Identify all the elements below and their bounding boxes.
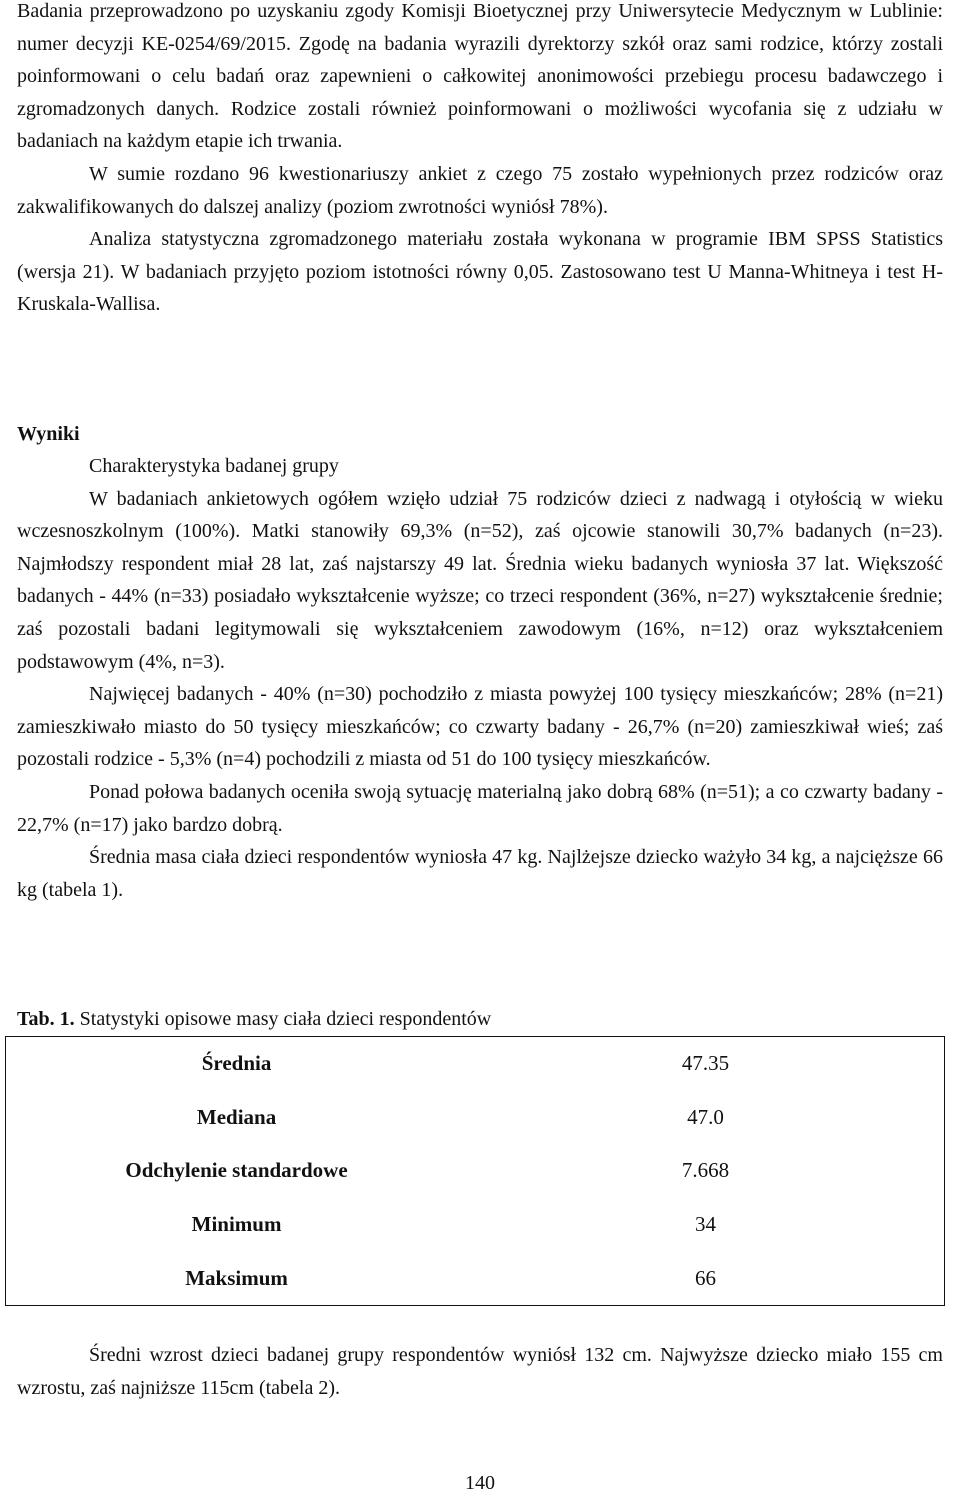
methods-section — [17, 0, 943, 321]
results-subheading: Charakterystyka badanej grupy — [89, 455, 339, 477]
results-paragraph-demographics: W badaniach ankietowych ogółem wzięło udział 75 rodziców dzieci z nadwagą i otyłością w wieku wczesnoszkolnym (100%). Matki stanowiły 69,3% (n=52), zaś ojcowie stanowili 30,7% badanych (n=23). Najmłodszy respondent miał 28 lat, zaś najstarszy 49 lat. Średnia wieku badanych wyniosła 37 lat. Większość badanych - 44% (n=33) posiadało wykształcenie wyższe; co trzeci respondent (36%, n=27) wykształcenie średnie; zaś pozostali badani legitymowali się wykształceniem zawodowym (16%, n=12) oraz wykształceniem podstawowym (4%, n=3). — [17, 487, 943, 673]
table-row-label: Mediana — [196, 1104, 277, 1129]
table-row-value: 66 — [695, 1265, 717, 1290]
table-row-label: Odchylenie standardowe — [125, 1158, 348, 1183]
results-paragraph-residence: Najwięcej badanych - 40% (n=30) pochodziło z miasta powyżej 100 tysięcy mieszkańców; 28% (n=21) zamieszkiwało miasto do 50 tysięcy mieszkańców; co czwarty badany - 26,7% (n=20) zamieszkiwał wieś; zaś pozostali rodzice - 5,3% (n=4) pochodzili z miasta od 51 do 100 tysięcy mieszkańców. — [17, 683, 943, 771]
table-row-label: Minimum — [191, 1212, 282, 1237]
methods-paragraph-questionnaires: W sumie rozdano 96 kwestionariuszy ankiet z czego 75 zostało wypełnionych przez rodziców oraz zakwalifikowanych do dalszej analizy (poziom zwrotności wyniósł 78%). — [17, 162, 943, 218]
table-caption-text: Statystyki opisowe masy ciała dzieci respondentów — [79, 1008, 492, 1030]
table-row — [6, 1037, 945, 1091]
methods-paragraph-statistics: Analiza statystyczna zgromadzonego materiału została wykonana w programie IBM SPSS Statistics (wersja 21). W badaniach przyjęto poziom istotności równy 0,05. Zastosowano test U Manna-Whitneya i test H-Kruskala-Wallisa. — [17, 228, 943, 316]
table-caption-label: Tab. 1. — [17, 1008, 75, 1030]
height-paragraph: Średni wzrost dzieci badanej grupy respondentów wyniósł 132 cm. Najwyższe dziecko miało 155 cm wzrostu, zaś najniższe 115cm (tabela 2). — [17, 1344, 943, 1399]
table-caption — [17, 1003, 491, 1035]
methods-paragraph-ethics: Badania przeprowadzono po uzyskaniu zgody Komisji Bioetycznej przy Uniwersytecie Medycznym w Lublinie: numer decyzji KE-0254/69/2015. Zgodę na badania wyrazili dyrektorzy szkół oraz sami rodzice, którzy zostali poinformowani o celu badań oraz zapewnieni o całkowitej anonimowości przebiegu procesu badawczego i zgromadzonych danych. Rodzice zostali również poinformowani o możliwości wycofania się z udziału w badaniach na każdym etapie ich trwania. — [17, 0, 943, 153]
table-row-label: Maksimum — [185, 1265, 288, 1290]
table-row — [6, 1198, 945, 1252]
table-row-value: 7.668 — [681, 1158, 730, 1183]
table-row-value: 34 — [695, 1212, 717, 1237]
table-row-value: 47.0 — [687, 1104, 724, 1129]
results-section — [17, 450, 943, 906]
results-paragraph-material-status: Ponad połowa badanych oceniła swoją sytuację materialną jako dobrą 68% (n=51); a co czwarty badany - 22,7% (n=17) jako bardzo dobrą. — [17, 780, 943, 836]
body-mass-stats-table — [5, 1036, 945, 1306]
page-number: 140 — [465, 1472, 495, 1494]
results-heading: Wyniki — [17, 423, 80, 445]
table-row — [6, 1251, 945, 1305]
table-row-value: 47.35 — [681, 1051, 730, 1076]
height-section — [17, 1339, 943, 1404]
table-row-label: Średnia — [201, 1051, 272, 1076]
table-row — [6, 1144, 945, 1198]
results-paragraph-body-mass: Średnia masa ciała dzieci respondentów wyniosła 47 kg. Najlżejsze dziecko ważyło 34 kg, a najcięższe 66 kg (tabela 1). — [17, 846, 943, 901]
table-row — [6, 1091, 945, 1145]
